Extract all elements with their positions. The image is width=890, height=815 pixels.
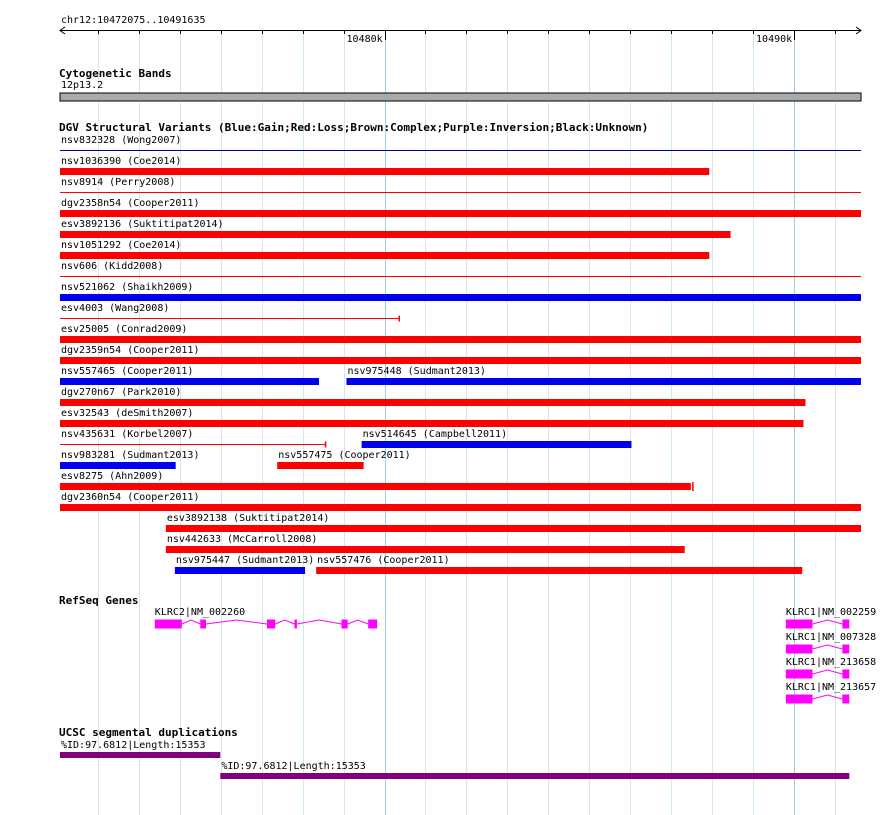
dgv-feature-label[interactable]: nsv557476 (Cooper2011) — [317, 555, 450, 566]
dgv-feature-bar[interactable] — [60, 210, 861, 217]
gene-intron — [275, 620, 294, 624]
dgv-feature-bar[interactable] — [60, 294, 861, 301]
gene-exon[interactable] — [786, 695, 813, 704]
gene-exon[interactable] — [842, 645, 849, 654]
gene-label[interactable]: KLRC1|NM_213657 — [785, 682, 877, 693]
gene-exon[interactable] — [155, 620, 182, 629]
dgv-feature-label[interactable]: nsv8914 (Perry2008) — [61, 177, 176, 188]
gene-intron — [812, 620, 842, 624]
refseq-track-title[interactable]: RefSeq Genes — [59, 594, 139, 607]
dgv-feature-label[interactable]: esv3892136 (Suktitipat2014) — [61, 219, 224, 230]
dgv-feature-bar[interactable] — [316, 567, 802, 574]
dgv-feature-label[interactable]: nsv983281 (Sudmant2013) — [61, 450, 200, 461]
gene-intron — [812, 670, 842, 674]
gene-intron — [206, 620, 267, 624]
dgv-feature-label[interactable]: dgv270n67 (Park2010) — [61, 387, 182, 398]
dgv-feature-label[interactable]: dgv2360n54 (Cooper2011) — [61, 492, 200, 503]
dgv-feature-label[interactable]: nsv1051292 (Coe2014) — [61, 240, 182, 251]
ruler-tick-label: 10490k — [756, 34, 793, 45]
dgv-feature-label[interactable]: dgv2358n54 (Cooper2011) — [61, 198, 200, 209]
dgv-feature-bar[interactable] — [175, 567, 305, 574]
ruler-tick-label: 10480k — [346, 34, 383, 45]
dgv-feature-bar[interactable] — [60, 252, 709, 259]
segdup-label[interactable]: %ID:97.6812|Length:15353 — [221, 761, 366, 772]
dgv-feature-label[interactable]: nsv975447 (Sudmant2013) — [175, 555, 315, 566]
dgv-feature-label[interactable]: esv32543 (deSmith2007) — [61, 408, 194, 419]
gene-exon[interactable] — [786, 645, 813, 654]
segdup-track-title[interactable]: UCSC segmental duplications — [59, 726, 238, 739]
dgv-feature-bar[interactable] — [60, 504, 861, 511]
dgv-feature-label[interactable]: esv8275 (Ahn2009) — [61, 471, 164, 482]
dgv-feature-label[interactable]: nsv606 (Kidd2008) — [61, 261, 164, 272]
cytoband-label: 12p13.2 — [61, 80, 104, 91]
dgv-feature-bar[interactable] — [277, 462, 363, 469]
dgv-feature-label[interactable]: nsv557465 (Cooper2011) — [61, 366, 194, 377]
gene-exon[interactable] — [200, 620, 206, 629]
dgv-feature-bar[interactable] — [60, 168, 709, 175]
dgv-feature-bar[interactable] — [60, 336, 861, 343]
gene-exon[interactable] — [842, 670, 849, 679]
gene-exon[interactable] — [842, 695, 849, 704]
dgv-feature-bar[interactable] — [166, 546, 685, 553]
dgv-feature-bar[interactable] — [60, 357, 861, 364]
dgv-feature-bar[interactable] — [346, 378, 861, 385]
dgv-feature-bar[interactable] — [60, 462, 176, 469]
dgv-feature-label[interactable]: nsv1036390 (Coe2014) — [61, 156, 182, 167]
gene-exon[interactable] — [786, 620, 813, 629]
dgv-track-title[interactable]: DGV Structural Variants (Blue:Gain;Red:Loss;Brown:Complex;Purple:Inversion;Black:Unknown) — [59, 121, 649, 134]
cytoband-bar[interactable] — [60, 93, 861, 101]
dgv-feature-label[interactable]: nsv521062 (Shaikh2009) — [61, 282, 194, 293]
gene-exon[interactable] — [786, 670, 813, 679]
segdup-bar[interactable] — [220, 773, 849, 779]
dgv-feature-label[interactable]: nsv435631 (Korbel2007) — [61, 429, 194, 440]
segdup-label[interactable]: %ID:97.6812|Length:15353 — [61, 740, 206, 751]
gene-exon[interactable] — [842, 620, 849, 629]
segdup-bar[interactable] — [60, 752, 220, 758]
dgv-feature-label[interactable]: nsv442633 (McCarroll2008) — [166, 534, 318, 545]
dgv-feature-bar[interactable] — [60, 399, 806, 406]
dgv-feature-label[interactable]: nsv975448 (Sudmant2013) — [347, 366, 486, 377]
dgv-feature-bar[interactable] — [362, 441, 632, 448]
gene-intron — [812, 645, 842, 649]
gene-exon[interactable] — [267, 620, 275, 629]
dgv-feature-label[interactable]: nsv832328 (Wong2007) — [61, 135, 182, 146]
dgv-feature-bar[interactable] — [60, 420, 803, 427]
dgv-feature-label[interactable]: esv25005 (Conrad2009) — [61, 324, 188, 335]
gene-label[interactable]: KLRC2|NM_002260 — [154, 607, 246, 618]
gene-intron — [812, 695, 842, 699]
dgv-feature-label[interactable]: dgv2359n54 (Cooper2011) — [61, 345, 200, 356]
region-label: chr12:10472075..10491635 — [61, 15, 206, 26]
gene-intron — [348, 620, 368, 624]
gene-exon[interactable] — [368, 620, 377, 629]
dgv-feature-label[interactable]: nsv557475 (Cooper2011) — [278, 450, 411, 461]
dgv-feature-bar[interactable] — [60, 483, 691, 490]
gene-exon[interactable] — [294, 620, 296, 629]
dgv-feature-label[interactable]: esv4003 (Wang2008) — [61, 303, 170, 314]
gene-exon[interactable] — [342, 620, 348, 629]
dgv-feature-bar[interactable] — [60, 378, 319, 385]
dgv-feature-label[interactable]: nsv514645 (Campbell2011) — [362, 429, 508, 440]
gene-label[interactable]: KLRC1|NM_007328 — [785, 632, 877, 643]
cytobands-track-title[interactable]: Cytogenetic Bands — [59, 67, 172, 80]
dgv-feature-bar[interactable] — [166, 525, 861, 532]
dgv-feature-label[interactable]: esv3892138 (Suktitipat2014) — [166, 513, 330, 524]
gene-label[interactable]: KLRC1|NM_002259 — [785, 607, 877, 618]
gene-intron — [182, 620, 200, 624]
dgv-feature-bar[interactable] — [60, 231, 731, 238]
gene-label[interactable]: KLRC1|NM_213658 — [785, 657, 877, 668]
